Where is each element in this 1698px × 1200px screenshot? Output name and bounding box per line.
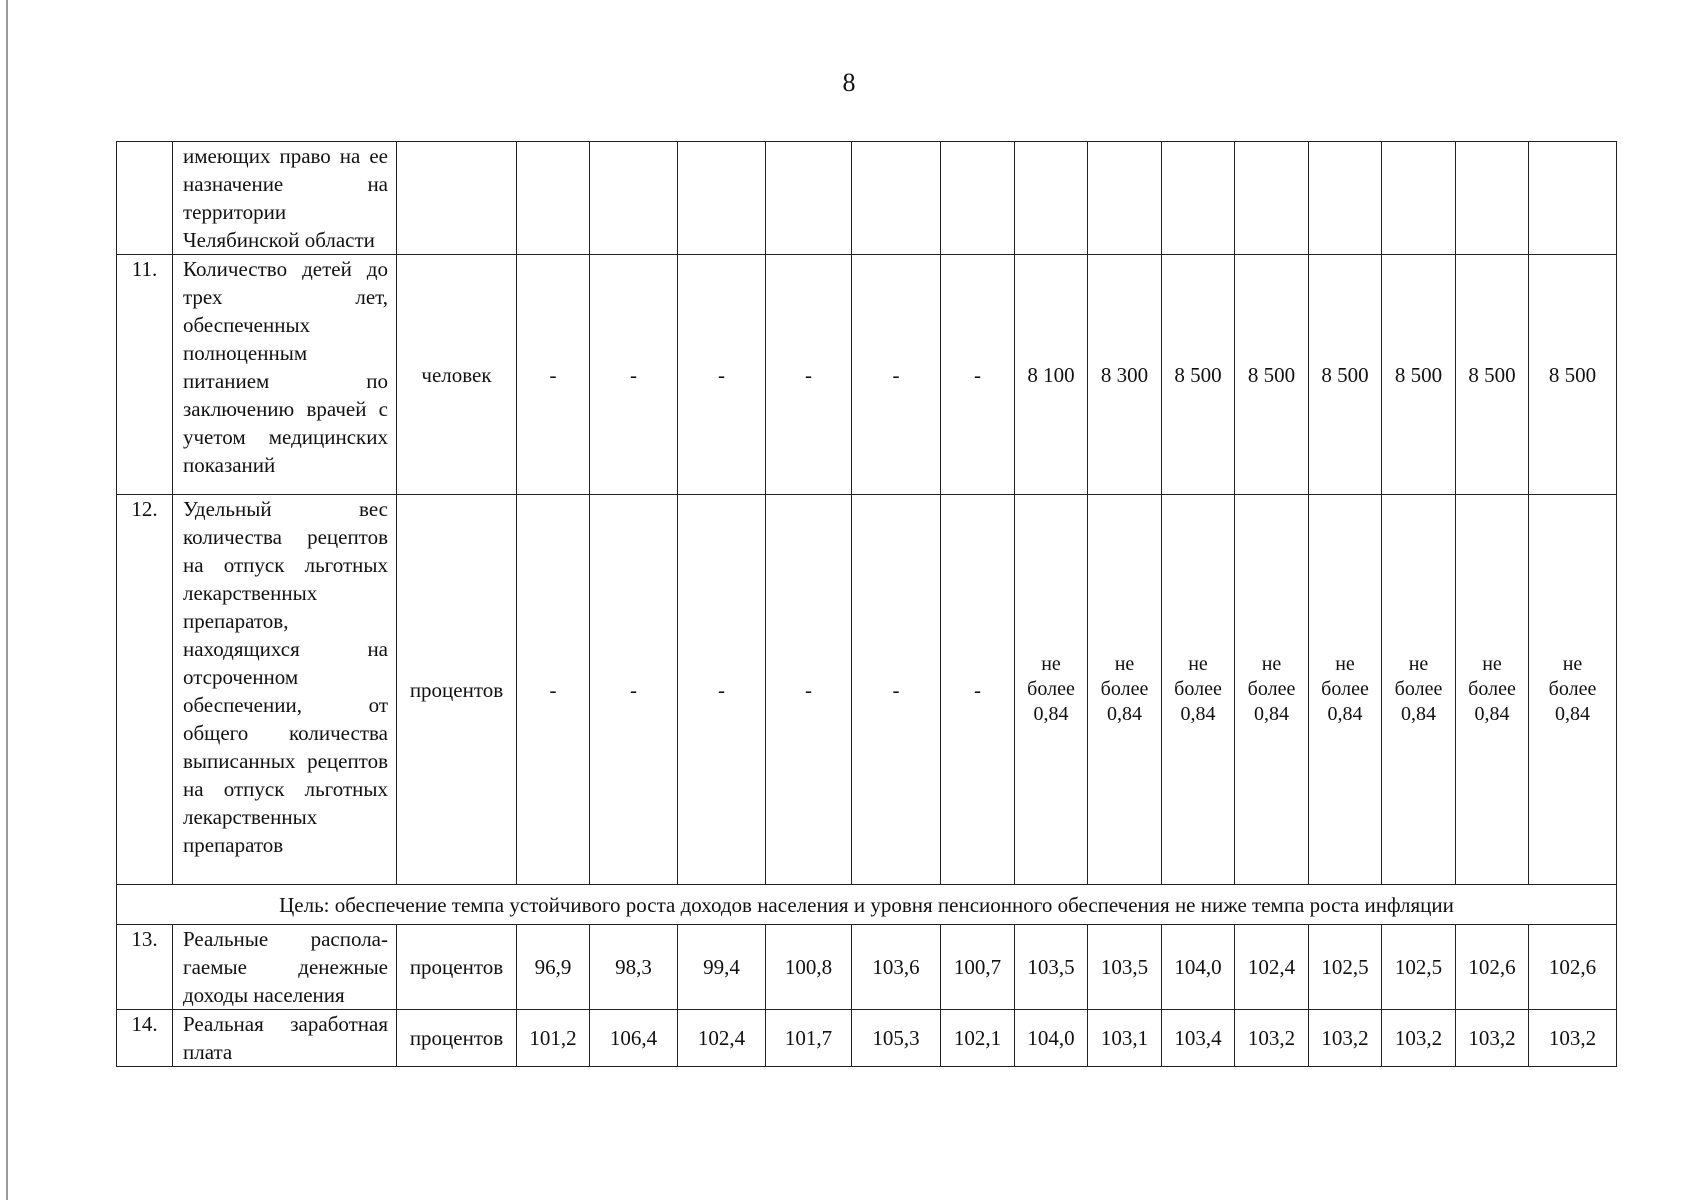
table-row xyxy=(117,495,1617,885)
value-cell: не более 0,84 xyxy=(1015,495,1088,885)
value-cell: 103,5 xyxy=(1088,925,1162,1010)
row-number: 14. xyxy=(117,1010,173,1067)
value-cell: 8 500 xyxy=(1162,255,1235,495)
indicator-name: Реальная заработная плата xyxy=(173,1010,397,1067)
row-number: 11. xyxy=(117,255,173,495)
indicator-name: Реальные распола-гаемые денежные доходы населения xyxy=(173,925,397,1010)
value-cell: - xyxy=(941,495,1015,885)
value-cell xyxy=(1088,142,1162,255)
value-cell: 8 500 xyxy=(1529,255,1617,495)
value-cell: не более 0,84 xyxy=(1235,495,1309,885)
value-cell: 101,2 xyxy=(517,1010,590,1067)
indicator-name: имеющих право на ее назначение на территории Челябинской области xyxy=(173,142,397,255)
value-cell: 8 500 xyxy=(1382,255,1456,495)
value-cell: 98,3 xyxy=(590,925,678,1010)
value-cell: - xyxy=(517,495,590,885)
value-cell: 103,2 xyxy=(1309,1010,1382,1067)
value-cell xyxy=(766,142,852,255)
indicators-table xyxy=(116,141,1617,1067)
unit-cell: процентов xyxy=(397,495,517,885)
value-cell xyxy=(1382,142,1456,255)
value-cell xyxy=(1529,142,1617,255)
value-cell: 8 500 xyxy=(1456,255,1529,495)
unit-cell: процентов xyxy=(397,925,517,1010)
value-cell: 103,1 xyxy=(1088,1010,1162,1067)
value-cell: 105,3 xyxy=(852,1010,941,1067)
value-cell xyxy=(1015,142,1088,255)
value-cell: - xyxy=(590,255,678,495)
value-cell: - xyxy=(852,255,941,495)
value-cell: - xyxy=(678,495,766,885)
value-cell xyxy=(1162,142,1235,255)
value-cell: - xyxy=(590,495,678,885)
value-cell: - xyxy=(766,495,852,885)
value-cell: не более 0,84 xyxy=(1529,495,1617,885)
value-cell: 102,1 xyxy=(941,1010,1015,1067)
value-cell: 102,6 xyxy=(1529,925,1617,1010)
value-cell: не более 0,84 xyxy=(1309,495,1382,885)
value-cell xyxy=(941,142,1015,255)
value-cell: 101,7 xyxy=(766,1010,852,1067)
value-cell: 102,4 xyxy=(1235,925,1309,1010)
row-number: 12. xyxy=(117,495,173,885)
value-cell: - xyxy=(766,255,852,495)
value-cell xyxy=(852,142,941,255)
value-cell: 103,2 xyxy=(1382,1010,1456,1067)
value-cell xyxy=(1456,142,1529,255)
value-cell: 96,9 xyxy=(517,925,590,1010)
value-cell: 100,8 xyxy=(766,925,852,1010)
value-cell: не более 0,84 xyxy=(1088,495,1162,885)
table-row xyxy=(117,925,1617,1010)
value-cell: 99,4 xyxy=(678,925,766,1010)
value-cell: не более 0,84 xyxy=(1382,495,1456,885)
goal-row xyxy=(117,885,1617,925)
value-cell: 8 500 xyxy=(1235,255,1309,495)
goal-text: Цель: обеспечение темпа устойчивого роста доходов населения и уровня пенсионного обеспечения не ниже темпа роста инфляции xyxy=(117,885,1617,925)
value-cell: 8 100 xyxy=(1015,255,1088,495)
value-cell: 8 500 xyxy=(1309,255,1382,495)
table-row xyxy=(117,142,1617,255)
unit-cell: человек xyxy=(397,255,517,495)
value-cell xyxy=(678,142,766,255)
value-cell: 8 300 xyxy=(1088,255,1162,495)
value-cell: не более 0,84 xyxy=(1456,495,1529,885)
value-cell xyxy=(517,142,590,255)
table-row xyxy=(117,255,1617,495)
value-cell: 104,0 xyxy=(1162,925,1235,1010)
row-number: 13. xyxy=(117,925,173,1010)
value-cell xyxy=(1309,142,1382,255)
page-number: 8 xyxy=(842,68,856,97)
value-cell xyxy=(590,142,678,255)
value-cell: 103,2 xyxy=(1456,1010,1529,1067)
unit-cell: процентов xyxy=(397,1010,517,1067)
unit-cell xyxy=(397,142,517,255)
value-cell: 103,4 xyxy=(1162,1010,1235,1067)
value-cell: - xyxy=(852,495,941,885)
value-cell: 100,7 xyxy=(941,925,1015,1010)
value-cell: - xyxy=(941,255,1015,495)
value-cell: - xyxy=(678,255,766,495)
value-cell: 102,5 xyxy=(1382,925,1456,1010)
value-cell: 103,6 xyxy=(852,925,941,1010)
indicator-name: Удельный вес количества рецептов на отпуск льготных лекарственных препаратов, находящихся на отсроченном обеспечении, от общего количества выписанных рецептов на отпуск льготных лекарственных препаратов xyxy=(173,495,397,885)
value-cell: - xyxy=(517,255,590,495)
value-cell: 102,6 xyxy=(1456,925,1529,1010)
value-cell: не более 0,84 xyxy=(1162,495,1235,885)
scan-left-edge xyxy=(6,0,8,1200)
value-cell: 102,4 xyxy=(678,1010,766,1067)
value-cell: 103,2 xyxy=(1529,1010,1617,1067)
indicator-name: Количество детей до трех лет, обеспеченных полноценным питанием по заключению врачей с учетом медицинских показаний xyxy=(173,255,397,495)
table-row xyxy=(117,1010,1617,1067)
value-cell: 104,0 xyxy=(1015,1010,1088,1067)
value-cell xyxy=(1235,142,1309,255)
value-cell: 102,5 xyxy=(1309,925,1382,1010)
value-cell: 103,5 xyxy=(1015,925,1088,1010)
row-number xyxy=(117,142,173,255)
value-cell: 106,4 xyxy=(590,1010,678,1067)
value-cell: 103,2 xyxy=(1235,1010,1309,1067)
